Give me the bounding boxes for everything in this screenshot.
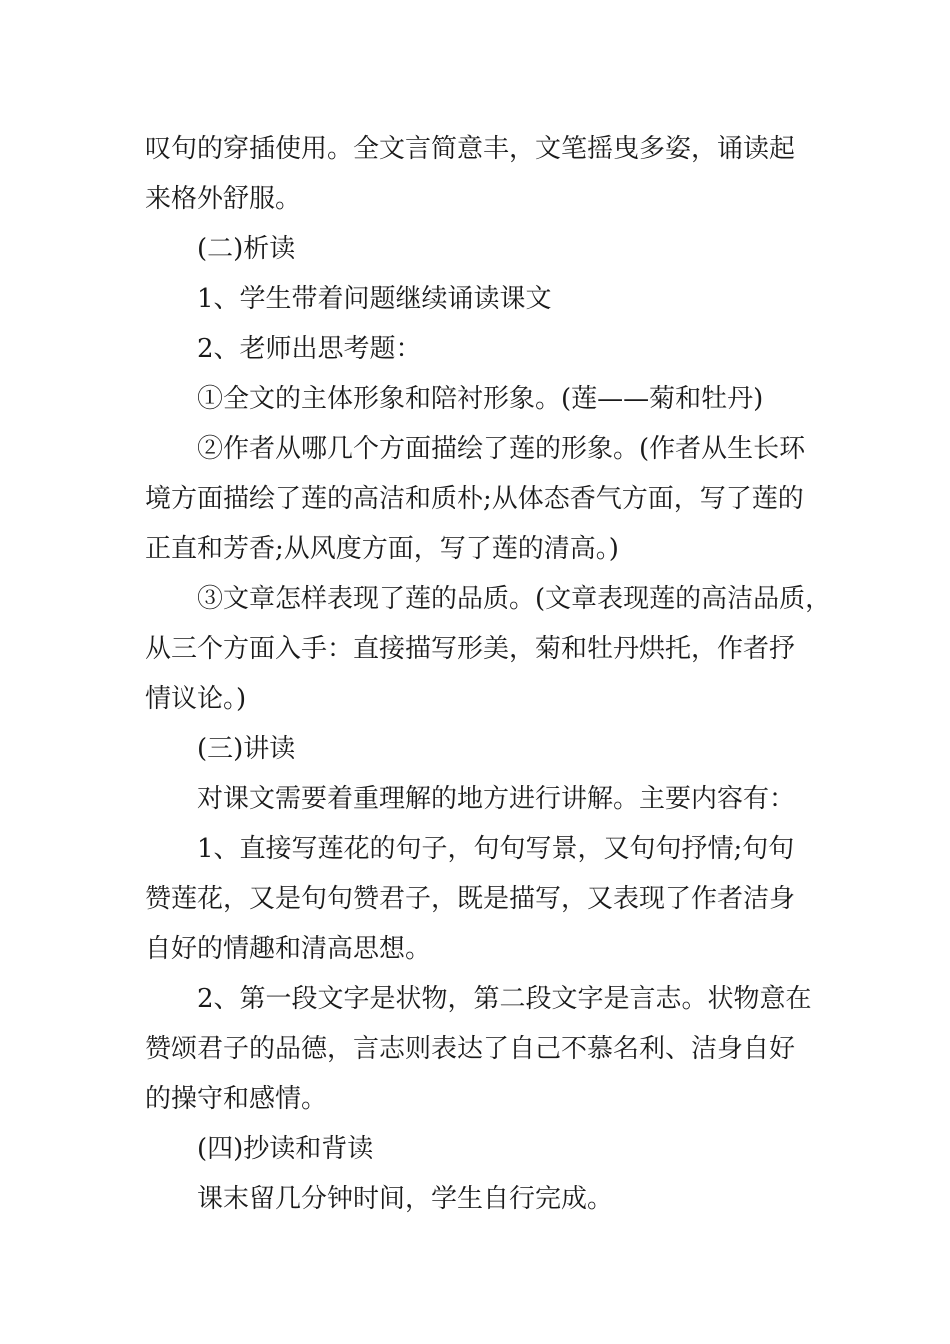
text-line: 正直和芳香;从风度方面，写了莲的清高。) (145, 534, 619, 564)
list-item: 2、老师出思考题： (197, 334, 422, 364)
question-item: ②作者从哪几个方面描绘了莲的形象。(作者从生长环 (197, 434, 806, 464)
list-item: 1、学生带着问题继续诵读课文 (197, 284, 552, 314)
text-line: 境方面描绘了莲的高洁和质朴;从体态香气方面，写了莲的 (145, 484, 804, 514)
document-body (145, 124, 832, 1224)
text-line: 赞莲花，又是句句赞君子，既是描写，又表现了作者洁身 (145, 884, 796, 914)
question-item: ③文章怎样表现了莲的品质。(文章表现莲的高洁品质， (197, 584, 832, 614)
question-item: ①全文的主体形象和陪衬形象。(莲——菊和牡丹) (197, 384, 764, 414)
text-line: 情议论。) (145, 684, 247, 714)
section-heading: (四)抄读和背读 (197, 1134, 374, 1164)
paragraph: 对课文需要着重理解的地方进行讲解。主要内容有： (197, 784, 796, 814)
paragraph: 课末留几分钟时间，学生自行完成。 (197, 1184, 614, 1214)
text-line: 来格外舒服。 (145, 184, 302, 214)
list-item: 1、直接写莲花的句子，句句写景，又句句抒情;句句 (197, 834, 795, 864)
text-line: 的操守和感情。 (145, 1084, 328, 1114)
section-heading: (二)析读 (197, 234, 296, 264)
text-line: 叹句的穿插使用。全文言简意丰，文笔摇曳多姿，诵读起 (145, 134, 796, 164)
text-line: 赞颂君子的品德，言志则表达了自己不慕名利、洁身自好 (145, 1034, 796, 1064)
text-line: 从三个方面入手：直接描写形美，菊和牡丹烘托，作者抒 (145, 634, 796, 664)
text-line: 自好的情趣和清高思想。 (145, 934, 432, 964)
section-heading: (三)讲读 (197, 734, 296, 764)
list-item: 2、第一段文字是状物，第二段文字是言志。状物意在 (197, 984, 812, 1014)
